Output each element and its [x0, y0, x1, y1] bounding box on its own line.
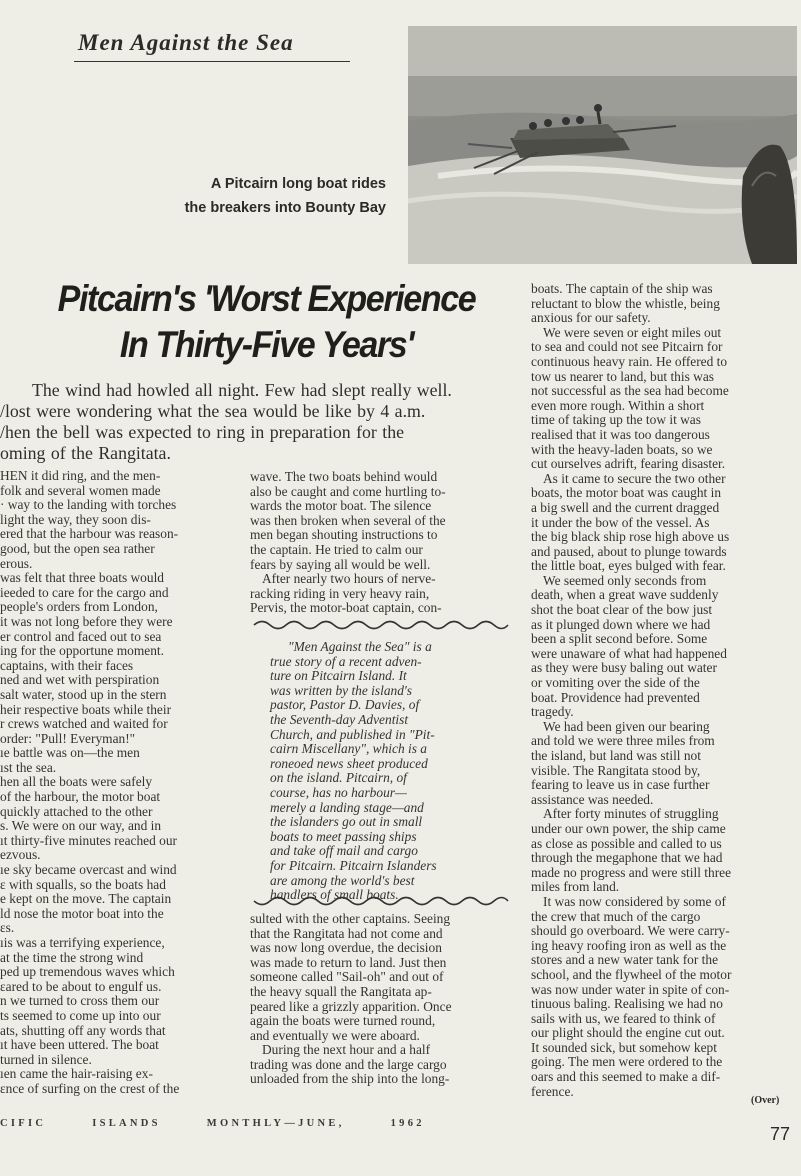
- text-line: quickly attached to the other: [0, 803, 153, 819]
- text-line: school, and the flywheel of the motor: [531, 966, 732, 982]
- text-line: We had been given our bearing: [543, 718, 710, 734]
- wavy-rule-top: [250, 616, 510, 632]
- text-line: and told we were three miles from: [531, 733, 715, 749]
- footer-part: ISLANDS: [92, 1118, 161, 1129]
- text-line: at the time the strong wind: [0, 949, 144, 965]
- text-line: unloaded from the ship into the long-: [250, 1071, 450, 1087]
- text-line: oars and this seemed to make a dif-: [531, 1069, 721, 1085]
- text-line: and paused, about to plunge towards: [531, 543, 727, 559]
- text-line: our plight should the engine cut out.: [531, 1025, 725, 1041]
- sidebar-line: boats to meet passing ships: [270, 828, 417, 844]
- intro-line: /lost were wondering what the sea would be like by 4 a.m.: [0, 401, 426, 421]
- text-line: ıis was a terrifying experience,: [0, 935, 165, 950]
- text-line: turned in silence.: [0, 1051, 92, 1067]
- text-line: been a split second before. Some: [531, 631, 708, 647]
- text-line: was made to return to land. Just then: [250, 954, 447, 970]
- text-line: tragedy.: [531, 704, 574, 720]
- text-line: ered that the harbour was reason-: [0, 526, 179, 542]
- running-head-rule: [74, 61, 350, 62]
- text-line: as it plunged down where we had: [531, 616, 711, 632]
- sidebar-line: pastor, Pastor D. Davies, of: [270, 697, 420, 713]
- text-line: It was now considered by some of: [543, 893, 726, 909]
- text-line: as close as possible and called to us: [531, 835, 722, 851]
- text-line: ıe battle was on—the men: [0, 745, 140, 761]
- text-line: peared like a grizzly apparition. Once: [250, 998, 452, 1014]
- text-line: going. The men were ordered to the: [531, 1054, 723, 1070]
- footer-part: MONTHLY—JUNE,: [206, 1118, 345, 1129]
- running-head: Men Against the Sea: [78, 30, 294, 55]
- text-line: During the next hour and a half: [262, 1042, 431, 1058]
- text-line: ieeded to care for the cargo and: [0, 584, 169, 600]
- text-line: even more rough. Within a short: [531, 397, 705, 413]
- text-line: order: "Pull! Everyman!": [0, 730, 136, 746]
- text-line: ats, shutting off any words that: [0, 1022, 166, 1038]
- text-line: the crew that much of the cargo: [531, 908, 701, 924]
- text-line: under our own power, the ship came: [531, 820, 726, 836]
- long-boat-photo: [408, 26, 797, 264]
- text-line: fearing to leave us in case further: [531, 777, 710, 793]
- text-line: salt water, stood up in the stern: [0, 686, 167, 702]
- text-line: boats. The captain of the ship was: [531, 281, 713, 296]
- text-line: were unaware of what had happened: [531, 645, 727, 661]
- sidebar-line: roneoed news sheet produced: [270, 755, 428, 771]
- text-line: stores and a new water tank for the: [531, 952, 719, 968]
- over-marker: (Over): [751, 1095, 780, 1106]
- text-line: made no progress and were still three: [531, 864, 732, 880]
- sidebar-line: Church, and published in "Pit-: [270, 726, 435, 742]
- sidebar-line: ture on Pitcairn Island. It: [270, 668, 407, 684]
- text-line: the captain. He tried to calm our: [250, 541, 423, 557]
- text-line: that the Rangitata had not come and: [250, 925, 443, 941]
- text-line: tinuous baling. Realising we had no: [531, 996, 723, 1012]
- footer-part: CIFIC: [0, 1118, 47, 1129]
- text-line: again the boats were turned round,: [250, 1013, 436, 1029]
- intro-line: /hen the bell was expected to ring in preparation for the: [0, 422, 405, 442]
- text-line: to sea and could not see Pitcairn for: [531, 339, 723, 355]
- text-line: ing for the opportune moment.: [0, 643, 165, 659]
- text-line: not successful as the sea had become: [531, 383, 729, 399]
- text-line: folk and several women made: [0, 482, 161, 498]
- text-line: visible. The Rangitata stood by,: [531, 762, 701, 778]
- text-line: was felt that three boats would: [0, 570, 164, 586]
- column-3: [531, 282, 797, 1099]
- sidebar-note: [270, 640, 510, 903]
- text-line: the heavy squall the Rangitata ap-: [250, 983, 432, 999]
- caption-line: the breakers into Bounty Bay: [184, 200, 386, 216]
- sidebar-line: merely a landing stage—and: [270, 799, 424, 815]
- text-line: ıt thirty-five minutes reached our: [0, 832, 177, 848]
- caption-line: A Pitcairn long boat rides: [210, 176, 386, 192]
- text-line: racking riding in very heavy rain,: [250, 585, 430, 601]
- text-line: Pervis, the motor-boat captain, con-: [250, 600, 442, 616]
- text-line: ɛ with squalls, so the boats had: [0, 876, 166, 892]
- text-line: ɛared to be about to engulf us.: [0, 978, 162, 994]
- text-line: er control and faced out to sea: [0, 628, 162, 644]
- sidebar-line: for Pitcairn. Pitcairn Islanders: [270, 857, 437, 873]
- text-line: n we turned to cross them our: [0, 993, 160, 1009]
- text-line: reluctant to blow the whistle, being: [531, 295, 720, 311]
- text-line: ing heavy roofing iron as well as the: [531, 937, 727, 953]
- text-line: After nearly two hours of nerve-: [262, 571, 436, 587]
- intro-line: oming of the Rangitata.: [0, 443, 171, 463]
- text-line: someone called "Sail-oh" and out of: [250, 969, 444, 985]
- text-line: As it came to secure the two other: [543, 470, 726, 486]
- text-line: people's orders from London,: [0, 599, 158, 615]
- text-line: shot the boat clear of the bow just: [531, 602, 713, 618]
- text-line: sails with us, we feared to think of: [531, 1010, 716, 1026]
- text-line: cut ourselves adrift, fearing disaster.: [531, 456, 726, 472]
- text-line: erous.: [0, 555, 33, 571]
- text-line: should go overboard. We were carry-: [531, 923, 730, 939]
- photo-caption: [150, 172, 386, 220]
- text-line: r crews watched and waited for: [0, 716, 168, 732]
- text-line: ıst the sea.: [0, 759, 57, 775]
- text-line: it under the bow of the vessel. As: [531, 514, 710, 530]
- text-line: light the way, they soon dis-: [0, 511, 151, 527]
- text-line: ld nose the motor boat into the: [0, 905, 164, 921]
- text-line: was now under water in spite of con-: [531, 981, 730, 997]
- text-line: ıt have been uttered. The boat: [0, 1037, 159, 1053]
- text-line: the big black ship rose high above us: [531, 529, 730, 545]
- text-line: ned and wet with perspiration: [0, 672, 160, 688]
- sidebar-line: the islanders go out in small: [270, 814, 423, 830]
- headline: [34, 276, 499, 368]
- text-line: ɛnce of surfing on the crest of the: [0, 1080, 180, 1096]
- intro-line: The wind had howled all night. Few had slept really well.: [32, 380, 452, 400]
- text-line: · way to the landing with torches: [0, 497, 177, 513]
- intro-paragraph: [0, 380, 492, 464]
- text-line: captains, with their faces: [0, 657, 134, 673]
- sidebar-line: true story of a recent adven-: [270, 653, 422, 669]
- text-line: ıen came the hair-raising ex-: [0, 1066, 153, 1082]
- text-line: ıe sky became overcast and wind: [0, 862, 177, 878]
- text-line: as they were busy baling out water: [531, 660, 717, 676]
- sidebar-line: on the island. Pitcairn, of: [270, 770, 407, 786]
- text-line: anxious for our safety.: [531, 310, 651, 326]
- text-line: ped up tremendous waves which: [0, 964, 175, 980]
- sidebar-line: are among the world's best: [270, 872, 415, 888]
- sidebar-line: handlers of small boats.: [270, 887, 399, 903]
- text-line: ference.: [531, 1083, 574, 1099]
- text-line: ts seemed to come up into our: [0, 1007, 161, 1023]
- text-line: the island, but land was still not: [531, 748, 701, 763]
- text-line: was now long overdue, the decision: [250, 940, 442, 956]
- text-line: tow us nearer to land, but this was: [531, 368, 714, 384]
- text-line: boats, the motor boat was caught in: [531, 485, 722, 501]
- sidebar-line: the Seventh-day Adventist: [270, 711, 409, 727]
- footer: [0, 1118, 447, 1129]
- text-line: with the heavy-laden boats, so we: [531, 441, 713, 457]
- text-line: fears by saying all would be well.: [250, 556, 431, 572]
- headline-line: In Thirty-Five Years': [119, 324, 414, 365]
- text-line: ɛs.: [0, 920, 15, 936]
- sidebar-line: "Men Against the Sea" is a: [288, 639, 432, 654]
- text-line: was then broken when several of the: [250, 512, 446, 528]
- text-line: of the harbour, the motor boat: [0, 789, 161, 805]
- sidebar-line: was written by the island's: [270, 682, 412, 698]
- column-2-top: [250, 470, 516, 616]
- text-line: it was not long before they were: [0, 613, 173, 629]
- footer-part: 1962: [390, 1118, 425, 1129]
- text-line: s. We were on our way, and in: [0, 818, 162, 834]
- text-line: good, but the open sea rather: [0, 540, 155, 556]
- text-line: wave. The two boats behind would: [250, 469, 438, 484]
- page-number: 77: [770, 1124, 791, 1144]
- text-line: sulted with the other captains. Seeing: [250, 910, 451, 926]
- text-line: e kept on the move. The captain: [0, 891, 172, 907]
- text-line: We were seven or eight miles out: [543, 324, 722, 340]
- text-line: HEN it did ring, and the men-: [0, 468, 161, 483]
- text-line: It sounded sick, but somehow kept: [531, 1039, 717, 1055]
- text-line: assistance was needed.: [531, 791, 654, 807]
- text-line: trading was done and the large cargo: [250, 1056, 447, 1072]
- text-line: boat. Providence had prevented: [531, 689, 700, 705]
- text-line: men began shouting instructions to: [250, 527, 438, 543]
- text-line: also be caught and come hurtling to-: [250, 483, 446, 499]
- text-line: hen all the boats were safely: [0, 774, 153, 790]
- text-line: wards the motor boat. The silence: [250, 498, 432, 514]
- text-line: or vomiting over the side of the: [531, 675, 700, 691]
- text-line: and eventually we were aboard.: [250, 1027, 420, 1043]
- text-line: a big swell and the current dragged: [531, 499, 720, 515]
- text-line: continuous heavy rain. He offered to: [531, 353, 728, 369]
- text-line: ezvous.: [0, 847, 41, 863]
- text-line: realised that it was too dangerous: [531, 426, 710, 442]
- text-line: After forty minutes of struggling: [543, 806, 719, 822]
- column-2-bottom: [250, 912, 516, 1087]
- text-line: death, when a great wave suddenly: [531, 587, 719, 603]
- text-line: heir respective boats while their: [0, 701, 172, 717]
- sidebar-line: cairn Miscellany", which is a: [270, 741, 427, 757]
- text-line: miles from land.: [531, 879, 620, 895]
- text-line: We seemed only seconds from: [543, 572, 707, 588]
- sidebar-line: and take off mail and cargo: [270, 843, 418, 859]
- text-line: through the megaphone that we had: [531, 850, 723, 866]
- headline-line: Pitcairn's 'Worst Experience: [57, 278, 476, 319]
- column-1: [0, 469, 234, 1097]
- text-line: the little boat, eyes bulged with fear.: [531, 558, 726, 574]
- text-line: time of taking up the tow it was: [531, 412, 701, 428]
- sidebar-line: course, has no harbour—: [270, 784, 407, 800]
